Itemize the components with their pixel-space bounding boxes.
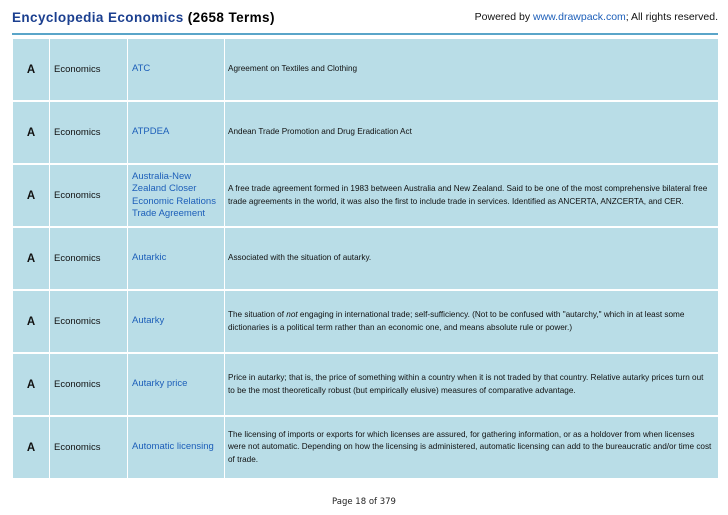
category-cell: Economics — [49, 291, 127, 352]
glossary-table — [13, 39, 718, 480]
powered-prefix: Powered by — [474, 11, 534, 23]
term-count: (2658 Terms) — [187, 10, 275, 25]
letter-cell: A — [26, 126, 36, 139]
category-cell: Economics — [49, 165, 127, 226]
powered-suffix: ; All rights reserved. — [625, 11, 718, 23]
letter-cell: A — [26, 315, 36, 328]
page-header — [12, 10, 718, 30]
letter-cell: A — [26, 63, 36, 76]
table-row — [13, 102, 718, 163]
table-row — [13, 291, 718, 352]
document-title — [12, 10, 275, 25]
letter-cell: A — [26, 252, 36, 265]
powered-by-notice — [475, 11, 718, 23]
category-cell: Economics — [49, 102, 127, 163]
letter-cell: A — [26, 378, 36, 391]
definition-cell: Price in autarky; that is, the price of something within a country when it is not traded by that country. Relative autarky prices turn out to be the most theoretically robust (but empirically elusive) measures of comparative advantage. — [224, 354, 718, 415]
term-link[interactable]: Autarky — [127, 291, 224, 352]
definition-cell: The licensing of imports or exports for which licenses are assured, for gathering information, or as a holdover from when licenses were not automatic. Depending on how the licensing is administered, automatic licensing can add to the bureaucratic and/or time cost of trade. — [224, 417, 718, 478]
term-link[interactable]: Autarkic — [127, 228, 224, 289]
term-link[interactable]: Automatic licensing — [127, 417, 224, 478]
letter-cell: A — [26, 441, 36, 454]
term-link[interactable]: Autarky price — [127, 354, 224, 415]
term-link[interactable]: ATC — [127, 39, 224, 100]
category-cell: Economics — [49, 417, 127, 478]
definition-text: The situation of — [228, 310, 287, 320]
category-cell: Economics — [49, 354, 127, 415]
definition-cell: A free trade agreement formed in 1983 between Australia and New Zealand. Said to be one of the most comprehensive bilateral free trade agreements in the world, it was also the first to include trade in services. Identified as ANCERTA, ANZCERTA, and CER. — [224, 165, 718, 226]
header-divider — [12, 33, 718, 35]
term-link[interactable]: ATPDEA — [127, 102, 224, 163]
category-cell: Economics — [49, 228, 127, 289]
term-link[interactable]: Australia-New Zealand Closer Economic Relations Trade Agreement — [127, 165, 224, 226]
drawpack-link[interactable]: www.drawpack.com — [533, 11, 626, 23]
table-row — [13, 165, 718, 226]
title-main: Encyclopedia Economics — [12, 10, 184, 25]
definition-text: engaging in international trade; self-sufficiency. (Not to be confused with "autarchy," which in at least some dictionaries is a political term rather than an economic one, and means absolute rule or power.) — [228, 310, 685, 332]
definition-cell: Agreement on Textiles and Clothing — [224, 39, 718, 100]
definition-emphasis: not — [286, 310, 298, 320]
letter-cell: A — [26, 189, 36, 202]
definition-cell: Andean Trade Promotion and Drug Eradication Act — [224, 102, 718, 163]
table-row — [13, 354, 718, 415]
page-number: Page 18 of 379 — [332, 497, 396, 507]
definition-cell: Associated with the situation of autarky. — [224, 228, 718, 289]
category-cell: Economics — [49, 39, 127, 100]
table-row — [13, 39, 718, 100]
table-row — [13, 228, 718, 289]
definition-cell — [224, 291, 718, 352]
table-row — [13, 417, 718, 478]
